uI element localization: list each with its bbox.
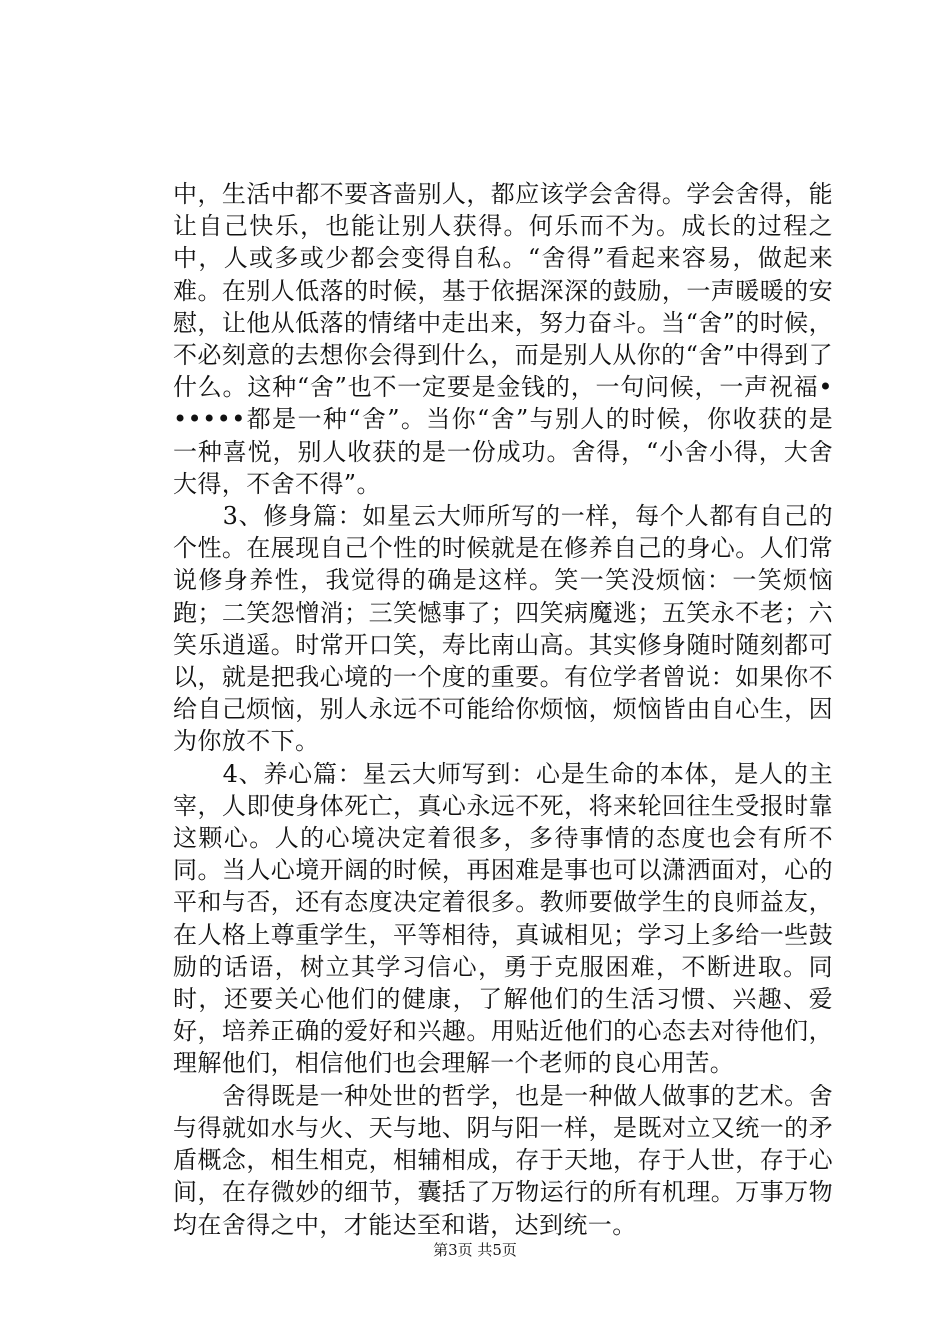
paragraph-self-cultivation: 3、修身篇：如星云大师所写的一样，每个人都有自己的个性。在展现自己个性的时候就是在修养自己的身心。人们常说修身养性，我觉得的确是这样。笑一笑没烦恼：一笑烦恼跑；二笑怨憎消；三笑憾事了；四笑病魔逃；五笑永不老；六笑乐逍遥。时常开口笑，寿比南山高。其实修身随时随刻都可以，就是把我心境的一个度的重要。有位学者曾说：如果你不给自己烦恼，别人永远不可能给你烦恼，烦恼皆由自心生，因为你放不下。 <box>173 502 833 756</box>
page-footer: 第3页 共5页 <box>433 1241 517 1259</box>
document-body <box>173 178 833 1241</box>
paragraph-continuation: 中，生活中都不要吝啬别人，都应该学会舍得。学会舍得，能让自己快乐，也能让别人获得。何乐而不为。成长的过程之中，人或多或少都会变得自私。“舍得”看起来容易，做起来难。在别人低落的时候，基于依据深深的鼓励，一声暖暖的安慰，让他从低落的情绪中走出来，努力奋斗。当“舍”的时候，不必刻意的去想你会得到什么，而是别人从你的“舍”中得到了什么。这种“舍”也不一定要是金钱的，一句问候，一声祝福••••••都是一种“舍”。当你“舍”与别人的时候，你收获的是一种喜悦，别人收获的是一份成功。舍得，“小舍小得，大舍大得，不舍不得”。 <box>173 180 833 498</box>
paragraph-conclusion: 舍得既是一种处世的哲学，也是一种做人做事的艺术。舍与得就如水与火、天与地、阴与阳一样，是既对立又统一的矛盾概念，相生相克，相辅相成，存于天地，存于人世，存于心间，在存微妙的细节，囊括了万物运行的所有机理。万事万物均在舍得之中，才能达至和谐，达到统一。 <box>173 1081 833 1239</box>
paragraph-nurturing-heart: 4、养心篇：星云大师写到：心是生命的本体，是人的主宰，人即使身体死亡，真心永远不死，将来轮回往生受报时靠这颗心。人的心境决定着很多，多待事情的态度也会有所不同。当人心境开阔的时候，再困难是事也可以潇洒面对，心的平和与否，还有态度决定着很多。教师要做学生的良师益友，在人格上尊重学生，平等相待，真诚相见；学习上多给一些鼓励的话语，树立其学习信心，勇于克服困难，不断进取。同时，还要关心他们的健康，了解他们的生活习惯、兴趣、爱好，培养正确的爱好和兴趣。用贴近他们的心态去对待他们，理解他们，相信他们也会理解一个老师的良心用苦。 <box>173 759 833 1078</box>
